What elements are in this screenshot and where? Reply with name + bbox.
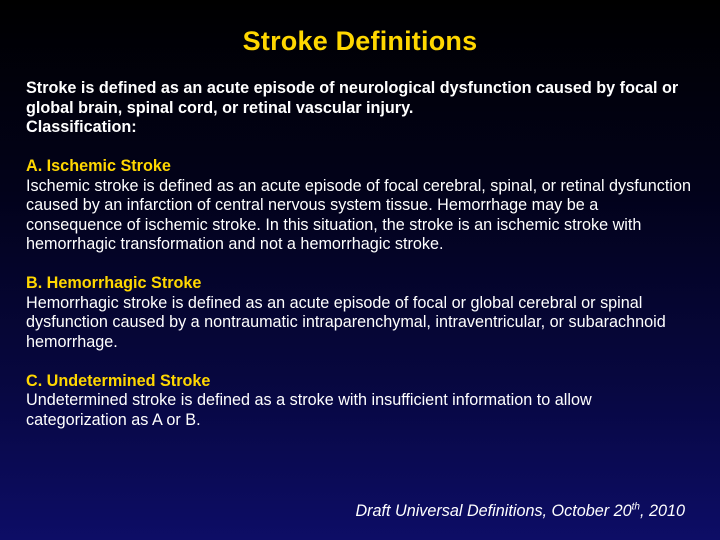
classification-label: Classification:: [26, 118, 137, 136]
citation-prefix: Draft Universal Definitions, October 20: [355, 502, 632, 520]
section-heading: A. Ischemic Stroke: [26, 157, 171, 175]
section-body: Undetermined stroke is defined as a stroke with insufficient information to allow categorization as A or B.: [26, 391, 592, 429]
section-ischemic: [26, 157, 696, 255]
section-body: Ischemic stroke is defined as an acute episode of focal cerebral, spinal, or retinal dysfunction caused by an infarction of central nervous system tissue. Hemorrhage may be a consequence of ischemic stroke. In this situation, the stroke is an ischemic stroke with hemorrhagic transformation and not a hemorrhagic stroke.: [26, 176, 691, 253]
section-heading: B. Hemorrhagic Stroke: [26, 274, 202, 292]
section-heading: C. Undetermined Stroke: [26, 371, 211, 390]
slide-title: Stroke Definitions: [242, 26, 478, 56]
section-body: Hemorrhagic stroke is defined as an acute episode of focal or global cerebral or spinal dysfunction caused by a nontraumatic intraparenchymal, intraventricular, or subarachnoid hemorrhage.: [26, 293, 666, 351]
citation-superscript: th: [631, 501, 640, 513]
section-undetermined: [26, 372, 696, 431]
section-hemorrhagic: [26, 274, 696, 352]
slide-content: [26, 79, 696, 430]
intro-definition: Stroke is defined as an acute episode of neurological dysfunction caused by focal or global brain, spinal cord, or retinal vascular injury.: [26, 79, 679, 117]
intro-block: [26, 79, 696, 138]
citation-footer: [0, 502, 685, 521]
citation-suffix: , 2010: [639, 502, 685, 520]
